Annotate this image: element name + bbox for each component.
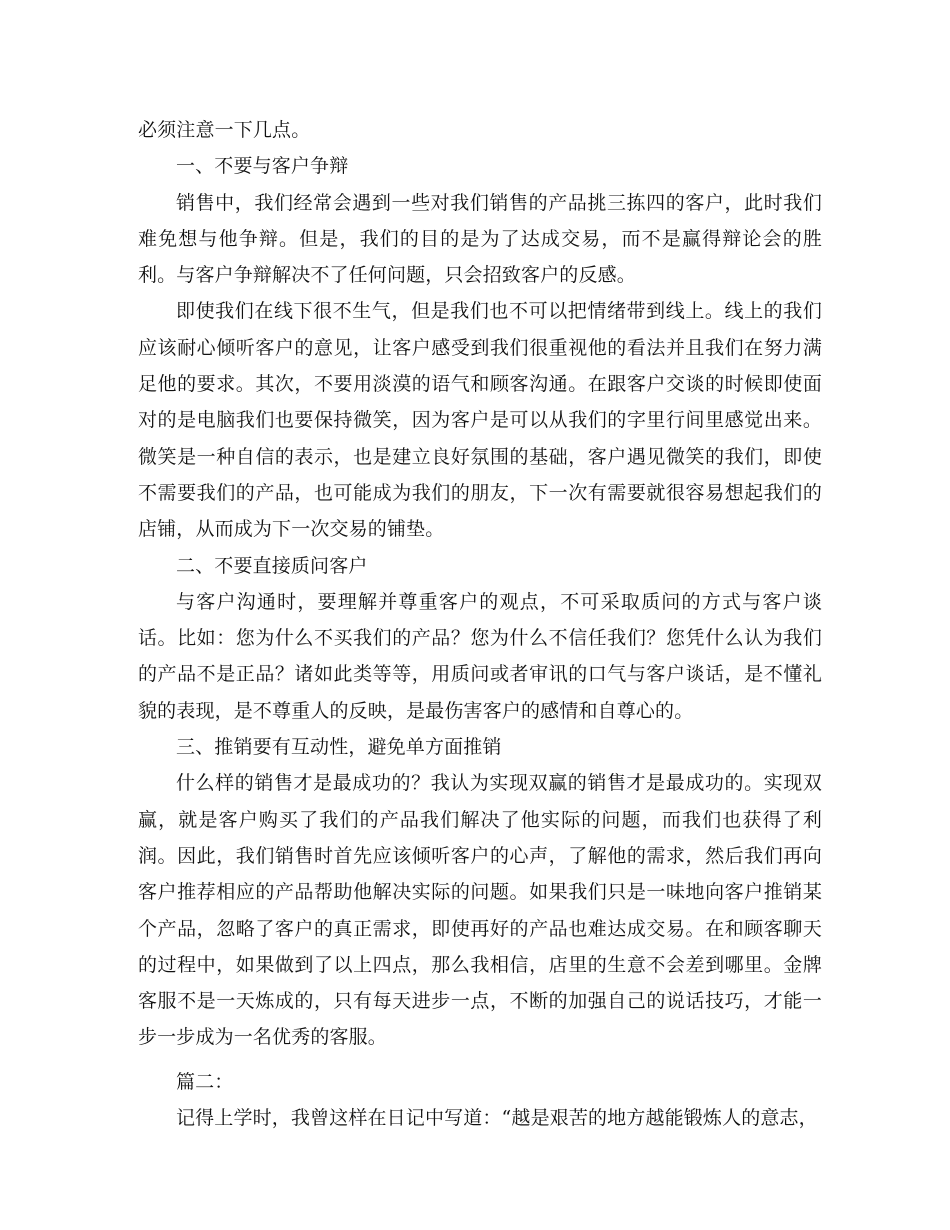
part-heading: 篇二： <box>176 1070 234 1093</box>
section-heading-2: 二、不要直接质问客户 <box>176 554 368 577</box>
section-heading-3: 三、推销要有互动性，避免单方面推销 <box>176 736 502 759</box>
paragraph: 什么样的销售才是最成功的？我认为实现双赢的销售才是最成功的。实现双赢，就是客户购买了我们的产品我们解决了他实际的问题，而我们也获得了利润。因此，我们销售时首先应该倾听客户的心声，了解他的需求，然后我们再向客户推荐相应的产品帮助他解决实际的问题。如果我们只是一味地向客户推销某个产品，忽略了客户的真正需求，即使再好的产品也难达成交易。在和顾客聊天的过程中，如果做到了以上四点，那么我相信，店里的生意不会差到哪里。金牌客服不是一天炼成的，只有每天进步一点，不断的加强自己的说话技巧，才能一步一步成为一名优秀的客服。 <box>138 772 822 1049</box>
section-heading-1: 一、不要与客户争辩 <box>176 155 349 178</box>
paragraph: 与客户沟通时，要理解并尊重客户的观点，不可采取质问的方式与客户谈话。比如：您为什么不买我们的产品？您为什么不信任我们？您凭什么认为我们的产品不是正品？诸如此类等等，用质问或者审讯的口气与客户谈话，是不懂礼貌的表现，是不尊重人的反映，是最伤害客户的感情和自尊心的。 <box>138 590 822 722</box>
paragraph-intro: 必须注意一下几点。 <box>138 119 311 141</box>
paragraph: 记得上学时，我曾这样在日记中写道：“越是艰苦的地方越能锻炼人的意志， <box>176 1107 818 1130</box>
paragraph: 即使我们在线下很不生气，但是我们也不可以把情绪带到线上。线上的我们应该耐心倾听客户的意见，让客户感受到我们很重视他的看法并且我们在努力满足他的要求。其次，不要用淡漠的语气和顾客沟通。在跟客户交谈的时候即使面对的是电脑我们也要保持微笑，因为客户是可以从我们的字里行间里感觉出来。微笑是一种自信的表示，也是建立良好氛围的基础，客户遇见微笑的我们，即使不需要我们的产品，也可能成为我们的朋友，下一次有需要就很容易想起我们的店铺，从而成为下一次交易的铺垫。 <box>138 300 822 541</box>
document-body <box>138 112 822 1136</box>
paragraph: 销售中，我们经常会遇到一些对我们销售的产品挑三拣四的客户，此时我们难免想与他争辩。但是，我们的目的是为了达成交易，而不是赢得辩论会的胜利。与客户争辩解决不了任何问题，只会招致客户的反感。 <box>138 191 822 287</box>
